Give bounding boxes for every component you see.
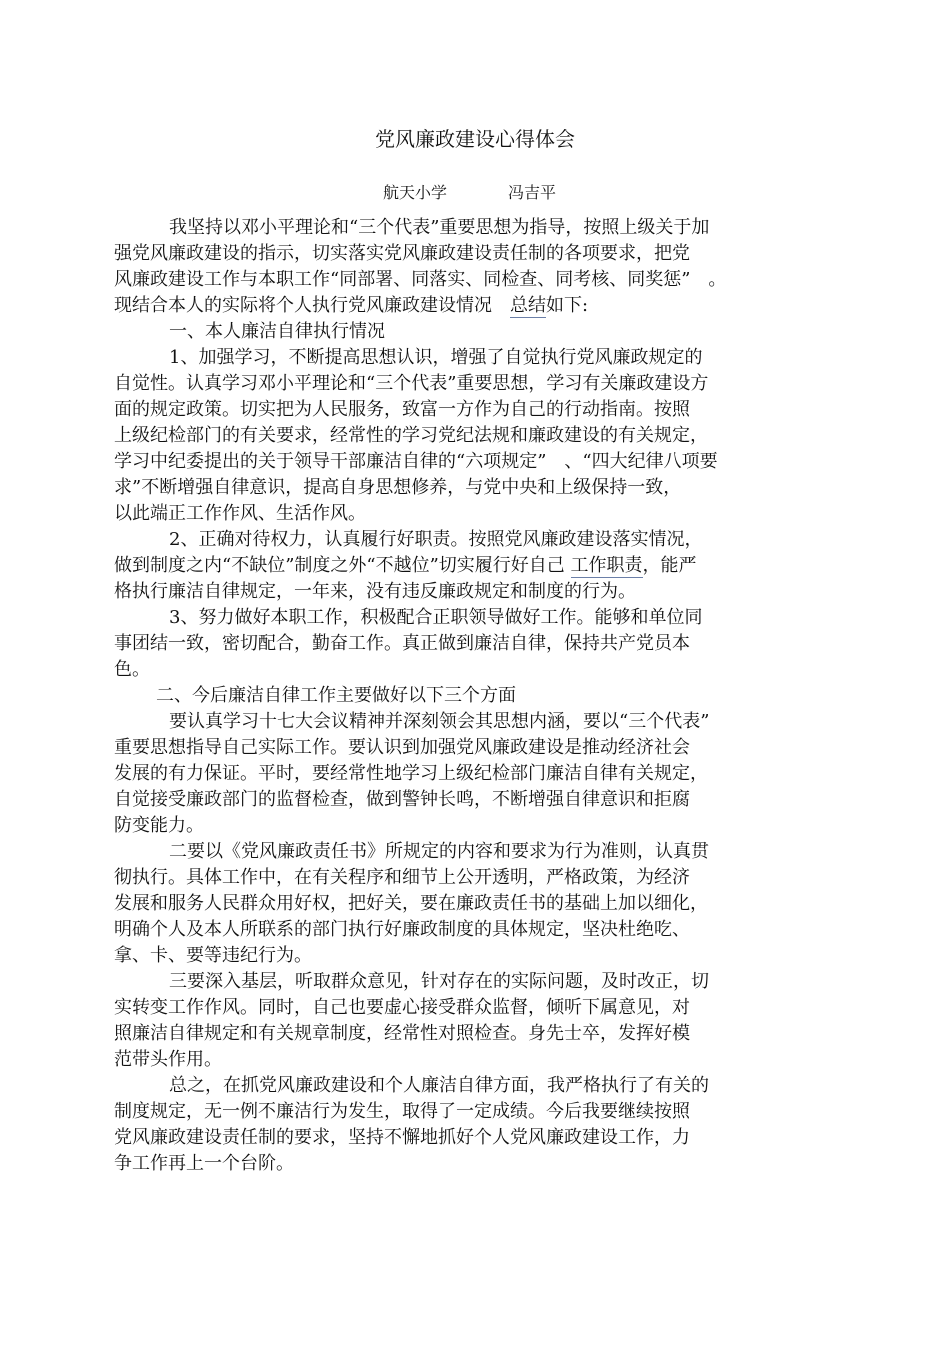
paragraph-line: 风廉政建设工作与本职工作“同部署、同落实、同检查、同考核、同奖惩” 。 — [114, 269, 727, 290]
section-heading: 一、本人廉洁自律执行情况 — [169, 321, 385, 342]
paragraph-line: 面的规定政策。切实把为人民服务，致富一方作为自己的行动指南。按照 — [114, 399, 690, 420]
author-school: 航天小学 — [383, 183, 448, 202]
paragraph-line: 发展和服务人民群众用好权，把好关，要在廉政责任书的基础上加以细化， — [114, 893, 708, 914]
author-line — [0, 180, 950, 206]
paragraph-line: 要认真学习十七大会议精神并深刻领会其思想内涵，要以“三个代表” — [169, 711, 710, 732]
paragraph-line: 防变能力。 — [114, 815, 204, 836]
author-name: 冯吉平 — [508, 183, 557, 202]
paragraph-line — [114, 553, 697, 579]
line-text: 如下: — [546, 295, 589, 316]
paragraph-line: 格执行廉洁自律规定，一年来，没有违反廉政规定和制度的行为。 — [114, 581, 636, 602]
paragraph-line: 争工作再上一个台阶。 — [114, 1153, 294, 1174]
paragraph-line: 二要以《党风廉政责任书》所规定的内容和要求为行为准则，认真贯 — [169, 841, 709, 862]
paragraph-line: 制度规定，无一例不廉洁行为发生，取得了一定成绩。今后我要继续按照 — [114, 1101, 690, 1122]
paragraph-line: 3、努力做好本职工作，积极配合正职领导做好工作。能够和单位同 — [169, 607, 703, 628]
section-heading: 二、今后廉洁自律工作主要做好以下三个方面 — [156, 685, 516, 706]
paragraph-line: 2、正确对待权力，认真履行好职责。按照党风廉政建设落实情况， — [169, 529, 703, 550]
underlined-term: 工作职责 — [570, 555, 643, 576]
paragraph-line: 总之，在抓党风廉政建设和个人廉洁自律方面，我严格执行了有关的 — [169, 1075, 709, 1096]
paragraph-line: 重要思想指导自己实际工作。要认识到加强党风廉政建设是推动经济社会 — [114, 737, 690, 758]
paragraph-line: 自觉接受廉政部门的监督检查，做到警钟长鸣，不断增强自律意识和拒腐 — [114, 789, 690, 810]
paragraph-line: 学习中纪委提出的关于领导干部廉洁自律的“六项规定” 、“四大纪律八项要 — [114, 451, 718, 472]
paragraph-line: 范带头作用。 — [114, 1049, 222, 1070]
line-text: 做到制度之内“不缺位”制度之外“不越位”切实履行好自己 — [114, 555, 565, 576]
paragraph-line: 明确个人及本人所联系的部门执行好廉政制度的具体规定，坚决杜绝吃、 — [114, 919, 690, 940]
paragraph-line: 实转变工作作风。同时，自己也要虚心接受群众监督，倾听下属意见，对 — [114, 997, 690, 1018]
paragraph-line: 强党风廉政建设的指示，切实落实党风廉政建设责任制的各项要求，把党 — [114, 243, 690, 264]
paragraph-line: 1、加强学习，不断提高思想认识，增强了自觉执行党风廉政规定的 — [169, 347, 703, 368]
paragraph-line: 色。 — [114, 659, 150, 680]
paragraph-line: 拿、卡、要等违纪行为。 — [114, 945, 312, 966]
paragraph-line: 发展的有力保证。平时，要经常性地学习上级纪检部门廉洁自律有关规定， — [114, 763, 708, 784]
paragraph-line: 求”不断增强自律意识，提高自身思想修养，与党中央和上级保持一致， — [114, 477, 682, 498]
document-title: 党风廉政建设心得体会 — [375, 127, 575, 151]
paragraph-line: 事团结一致，密切配合，勤奋工作。真正做到廉洁自律，保持共产党员本 — [114, 633, 690, 654]
paragraph-line: 自觉性。认真学习邓小平理论和“三个代表”重要思想，学习有关廉政建设方 — [114, 373, 709, 394]
paragraph-line: 上级纪检部门的有关要求，经常性的学习党纪法规和廉政建设的有关规定， — [114, 425, 708, 446]
paragraph-line: 党风廉政建设责任制的要求，坚持不懈地抓好个人党风廉政建设工作，力 — [114, 1127, 690, 1148]
paragraph-line: 以此端正工作作风、生活作风。 — [114, 503, 366, 524]
paragraph-line: 三要深入基层，听取群众意见，针对存在的实际问题，及时改正，切 — [169, 971, 709, 992]
line-text: 现结合本人的实际将个人执行党风廉政建设情况 — [114, 295, 510, 316]
underlined-term: 总结 — [510, 295, 546, 316]
paragraph-line: 彻执行。具体工作中，在有关程序和细节上公开透明，严格政策，为经济 — [114, 867, 690, 888]
paragraph-line — [114, 293, 588, 319]
paragraph-line: 照廉洁自律规定和有关规章制度，经常性对照检查。身先士卒，发挥好模 — [114, 1023, 690, 1044]
paragraph-line: 我坚持以邓小平理论和“三个代表”重要思想为指导，按照上级关于加 — [169, 217, 710, 238]
line-text: ，能严 — [642, 555, 697, 576]
